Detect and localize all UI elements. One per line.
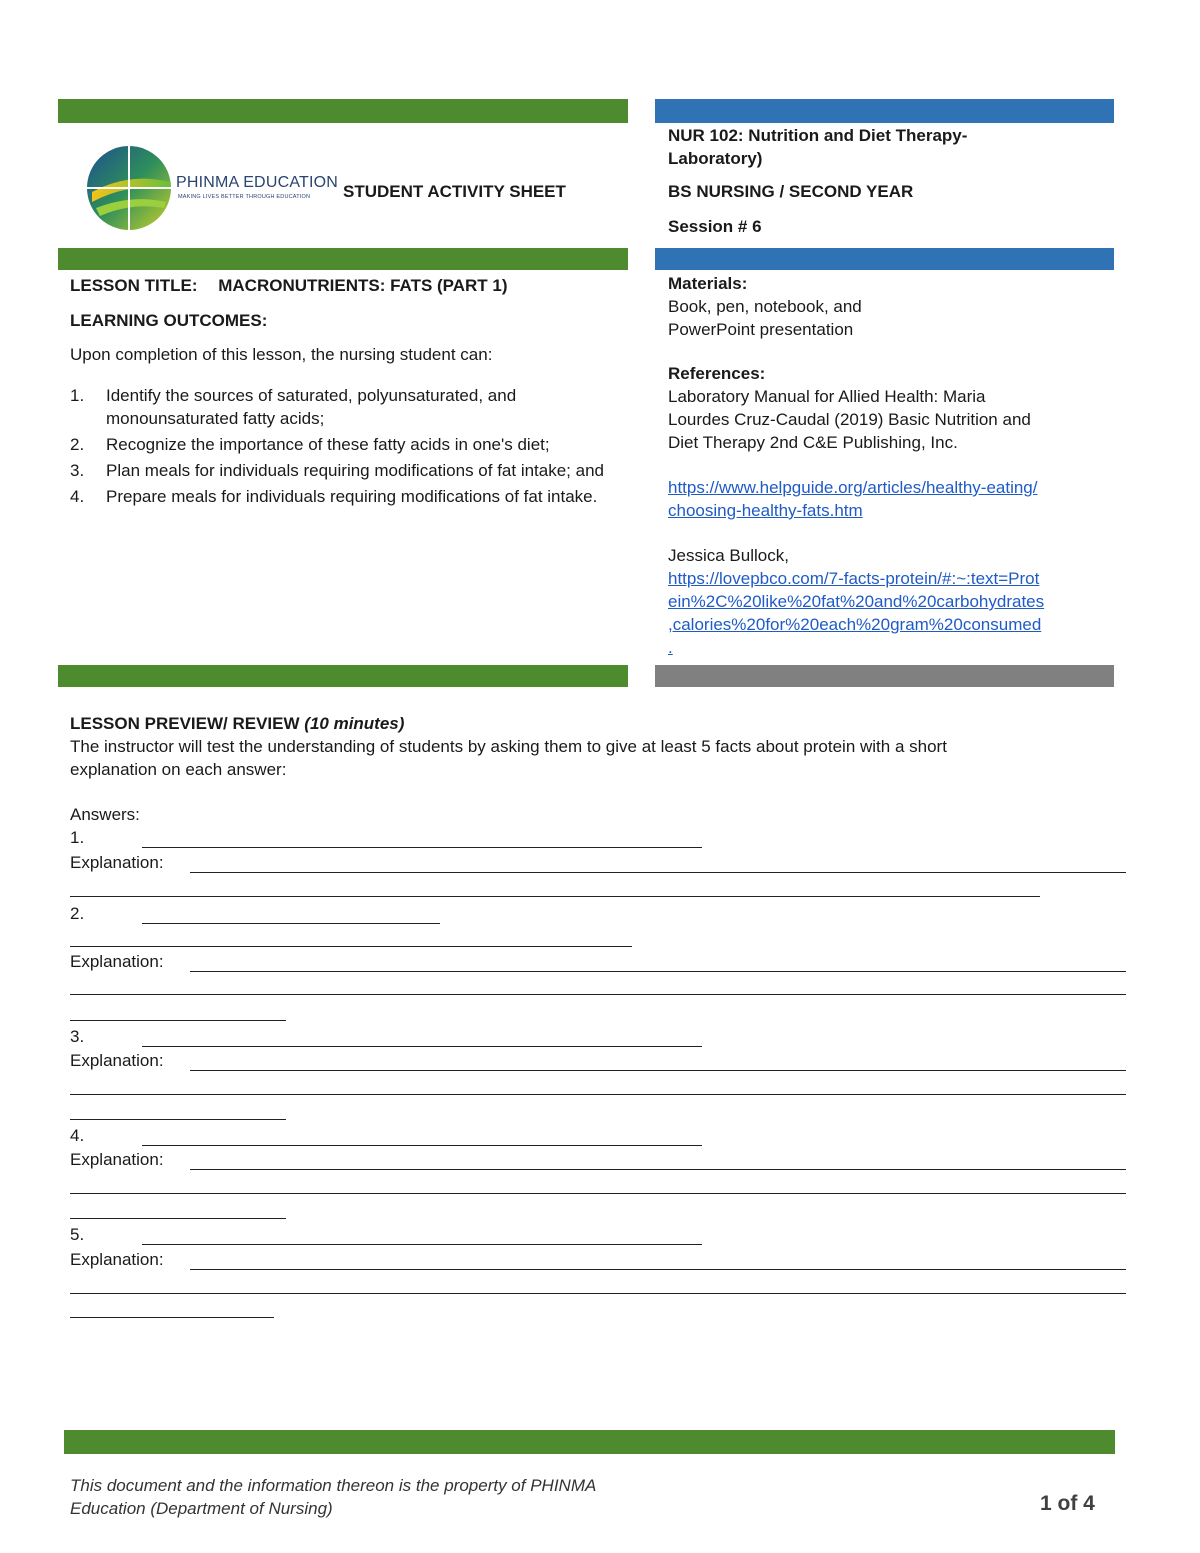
explanation-5-input-line-3[interactable] (70, 1300, 274, 1318)
materials-section (668, 272, 1108, 341)
explanation-label-2: Explanation: (70, 952, 164, 971)
outcome-item (70, 459, 625, 482)
answer-2-input-line-2[interactable] (70, 929, 632, 947)
reference-2-link-line-2[interactable]: choosing-healthy-fats.htm (668, 501, 863, 520)
reference-3-link-line-1[interactable]: https://lovepbco.com/7-facts-protein/#:~:text=Prot (668, 569, 1040, 588)
outcome-number: 4. (70, 487, 85, 506)
outcome-number: 2. (70, 435, 85, 454)
logo-brand-text: PHINMA EDUCATION (176, 174, 339, 191)
section-bar-left-bottom (58, 665, 628, 687)
references-section (668, 362, 1108, 659)
section-bar-right-mid (655, 248, 1114, 270)
reference-3-link-line-4[interactable]: . (668, 638, 673, 657)
references-heading: References: (668, 364, 766, 383)
header-bar-left-top (58, 99, 628, 123)
outcome-item (70, 384, 625, 430)
explanation-5-input-line-1[interactable] (190, 1252, 1126, 1270)
outcome-text: Prepare meals for individuals requiring modifications of fat intake. (106, 487, 598, 506)
lesson-title-label: LESSON TITLE: (70, 276, 198, 295)
explanation-label-5: Explanation: (70, 1250, 164, 1269)
reference-1-line-1: Laboratory Manual for Allied Health: Maria (668, 387, 986, 406)
lesson-preview-title: LESSON PREVIEW/ REVIEW (70, 714, 300, 733)
outcome-item (70, 485, 625, 508)
explanation-4-input-line-3[interactable] (70, 1201, 286, 1219)
answer-1-input-line[interactable] (142, 830, 702, 848)
explanation-2-input-line-2[interactable] (70, 977, 1126, 995)
lesson-preview (70, 712, 1130, 826)
course-title-line1: NUR 102: Nutrition and Diet Therapy- (668, 126, 968, 145)
outcome-number: 1. (70, 386, 85, 405)
explanation-4-input-line-2[interactable] (70, 1176, 1126, 1194)
answer-5-input-line[interactable] (142, 1227, 702, 1245)
phinma-logo (84, 142, 339, 234)
explanation-3-input-line-3[interactable] (70, 1102, 286, 1120)
learning-outcomes-list (70, 384, 625, 511)
answer-2-input-line-1[interactable] (142, 906, 440, 924)
footer-notice-line-2: Education (Department of Nursing) (70, 1499, 333, 1518)
reference-3-author: Jessica Bullock, (668, 546, 789, 565)
session-number: Session # 6 (668, 217, 762, 236)
explanation-1-input-line-1[interactable] (190, 855, 1126, 873)
program-year: BS NURSING / SECOND YEAR (668, 182, 914, 201)
course-title (668, 124, 967, 170)
lesson-title (70, 274, 508, 297)
outcome-text: Recognize the importance of these fatty acids in one's diet; (106, 435, 550, 454)
answer-number-5: 5. (70, 1225, 85, 1244)
footer-notice (70, 1474, 596, 1520)
header-bar-right-top (655, 99, 1114, 123)
outcome-number: 3. (70, 461, 85, 480)
explanation-2-input-line-1[interactable] (190, 954, 1126, 972)
lesson-title-value: MACRONUTRIENTS: FATS (PART 1) (218, 276, 508, 295)
phinma-logo-emblem (84, 142, 174, 234)
reference-3-link-line-3[interactable]: ,calories%20for%20each%20gram%20consumed (668, 615, 1042, 634)
course-title-line2: Laboratory) (668, 149, 763, 168)
reference-1-line-3: Diet Therapy 2nd C&E Publishing, Inc. (668, 433, 958, 452)
explanation-3-input-line-1[interactable] (190, 1053, 1126, 1071)
explanation-label-4: Explanation: (70, 1150, 164, 1169)
footer-notice-line-1: This document and the information thereon is the property of PHINMA (70, 1476, 597, 1495)
sheet-title: STUDENT ACTIVITY SHEET (343, 182, 566, 201)
explanation-4-input-line-1[interactable] (190, 1152, 1126, 1170)
outcome-text: Plan meals for individuals requiring modifications of fat intake; and (106, 461, 604, 480)
footer-bar (64, 1430, 1115, 1454)
lesson-preview-instruction-1: The instructor will test the understanding of students by asking them to give at least 5 facts about protein with a short (70, 737, 947, 756)
section-bar-left-mid (58, 248, 628, 270)
materials-heading: Materials: (668, 274, 748, 293)
answer-4-input-line[interactable] (142, 1128, 702, 1146)
answer-number-3: 3. (70, 1027, 85, 1046)
explanation-label-3: Explanation: (70, 1051, 164, 1070)
lesson-preview-duration: (10 minutes) (304, 714, 405, 733)
logo-tagline-text: MAKING LIVES BETTER THROUGH EDUCATION (178, 194, 311, 200)
explanation-2-input-line-3[interactable] (70, 1003, 286, 1021)
outcome-text: Identify the sources of saturated, polyunsaturated, and monounsaturated fatty acids; (106, 386, 517, 428)
outcome-item (70, 433, 625, 456)
learning-outcomes-heading: LEARNING OUTCOMES: (70, 311, 268, 330)
reference-1-line-2: Lourdes Cruz-Caudal (2019) Basic Nutrition and (668, 410, 1031, 429)
section-bar-right-bottom (655, 665, 1114, 687)
explanation-3-input-line-2[interactable] (70, 1077, 1126, 1095)
reference-2-link-line-1[interactable]: https://www.helpguide.org/articles/healthy-eating/ (668, 478, 1038, 497)
answer-3-input-line[interactable] (142, 1029, 702, 1047)
lesson-preview-instruction-2: explanation on each answer: (70, 760, 287, 779)
answer-number-1: 1. (70, 828, 85, 847)
answer-number-4: 4. (70, 1126, 85, 1145)
answer-number-2: 2. (70, 904, 85, 923)
page-number: 1 of 4 (1040, 1492, 1095, 1515)
lesson-preview-heading (70, 712, 1130, 735)
materials-line-2: PowerPoint presentation (668, 320, 854, 339)
materials-line-1: Book, pen, notebook, and (668, 297, 862, 316)
learning-outcomes-intro: Upon completion of this lesson, the nursing student can: (70, 345, 493, 364)
explanation-label-1: Explanation: (70, 853, 164, 872)
reference-3-link-line-2[interactable]: ein%2C%20like%20fat%20and%20carbohydrates (668, 592, 1045, 611)
explanation-1-input-line-2[interactable] (70, 879, 1040, 897)
answers-label: Answers: (70, 805, 140, 824)
explanation-5-input-line-2[interactable] (70, 1276, 1126, 1294)
